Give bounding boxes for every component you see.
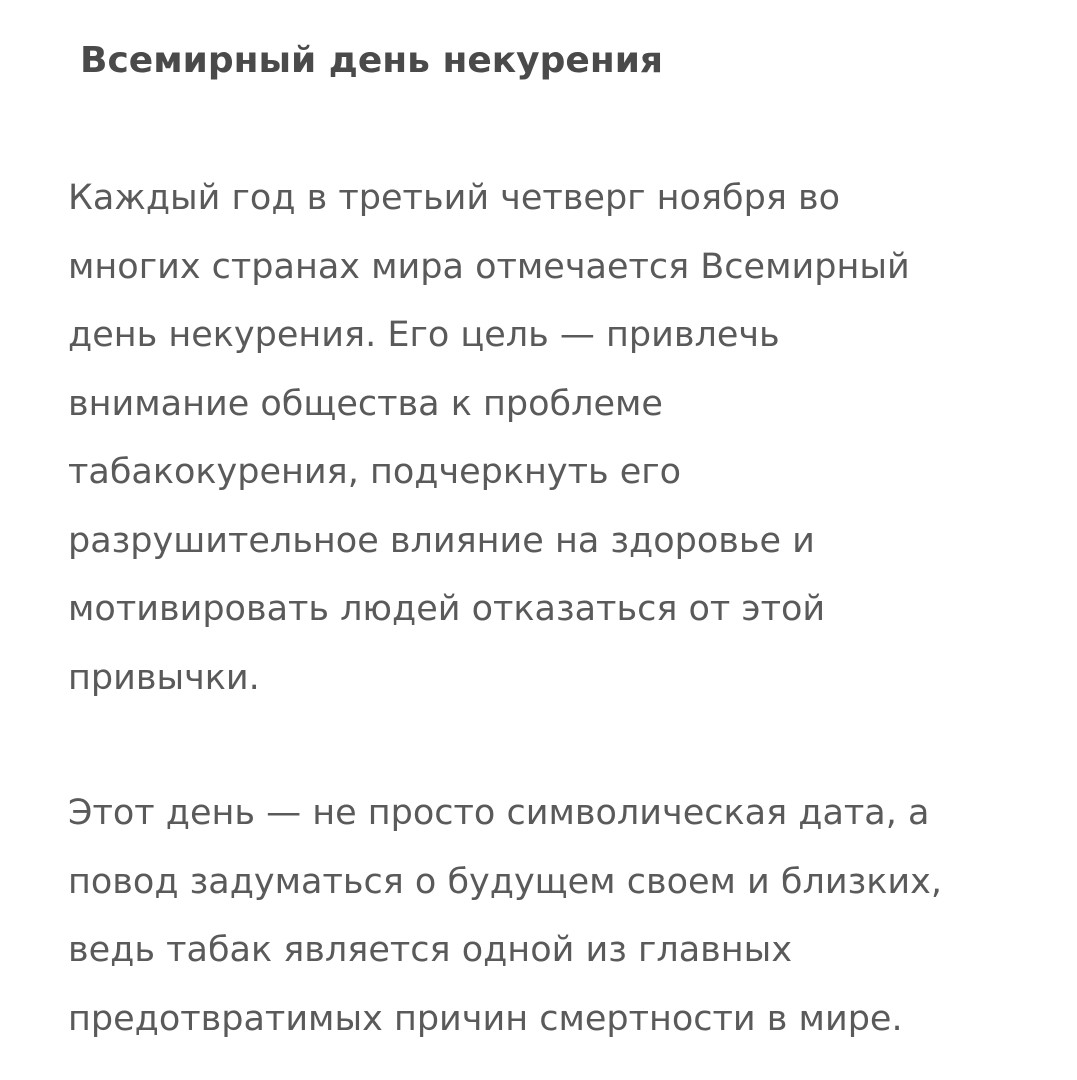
paragraph-line: день некурения. Его цель — привлечь (68, 315, 780, 355)
paragraph-line: мотивировать людей отказаться от этой (68, 589, 826, 629)
paragraph-line: ведь табак является одной из главных (68, 930, 793, 970)
paragraph-intro (68, 164, 1058, 712)
paragraph-line: внимание общества к проблеме (68, 383, 663, 424)
paragraph-line: предотвратимых причин смертности в мире. (68, 998, 903, 1039)
paragraph-significance (68, 779, 1058, 1053)
paragraph-line: Этот день — не просто символическая дата, а (68, 793, 930, 833)
paragraph-line: привычки. (68, 657, 260, 698)
paragraph-line: табакокурения, подчеркнуть его (68, 452, 682, 492)
paragraph-line: разрушительное влияние на здоровье и (68, 520, 815, 561)
paragraph-line: повод задуматься о будущем своем и близких, (68, 861, 942, 902)
article-title: Всемирный день некурения (80, 40, 664, 81)
paragraph-line: многих странах мира отмечается Всемирный (68, 246, 910, 287)
paragraph-line: Каждый год в третьий четверг ноября во (68, 178, 841, 218)
